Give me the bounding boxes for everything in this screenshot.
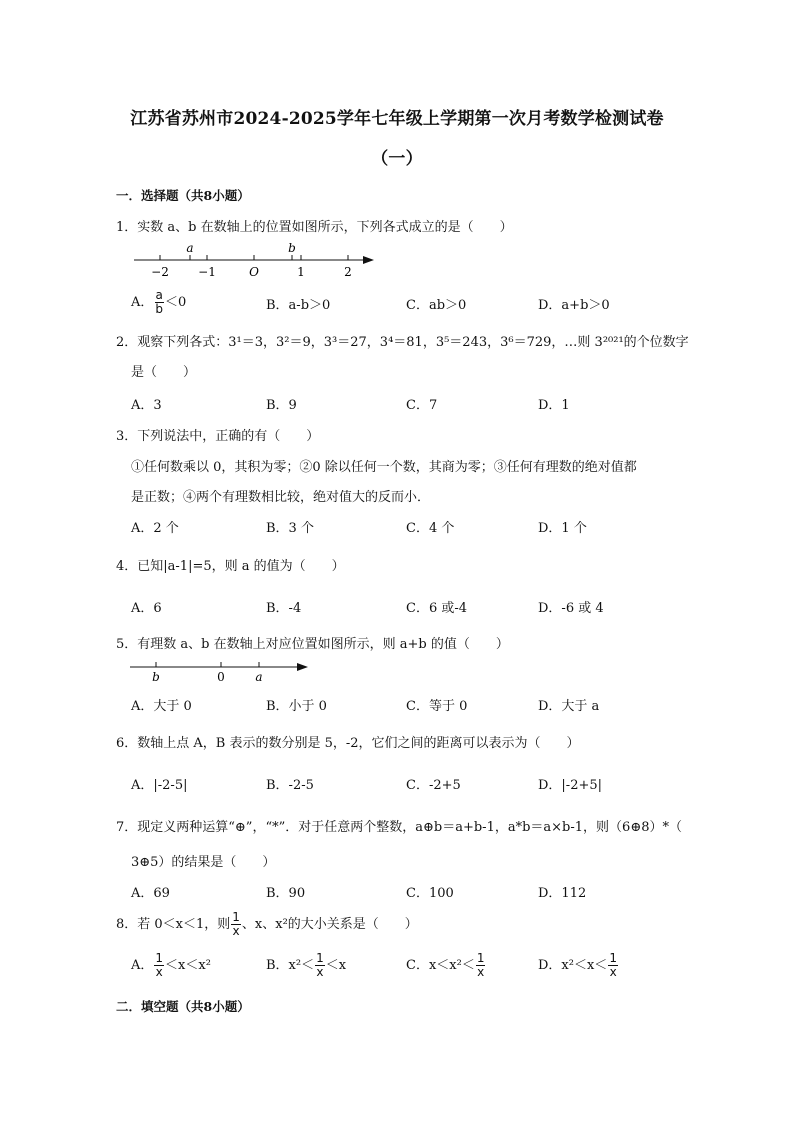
question-3-option-d[interactable]: D．1 个 [538,521,587,536]
q1-axis-label-neg2: −2 [151,265,169,279]
question-5-option-d[interactable]: D．大于 a [538,699,600,714]
question-4-option-d[interactable]: D．-6 或 4 [538,601,604,616]
fraction-denominator: x [609,965,617,979]
fraction-denominator: b [155,302,164,316]
question-2-option-a[interactable]: A．3 [131,398,162,413]
question-6-option-a[interactable]: A．|-2-5| [131,778,188,793]
question-2-option-c[interactable]: C．7 [406,398,438,413]
q1-axis-point-b: b [288,241,296,255]
question-2-stem-continued: 是（ ） [131,365,197,380]
section-heading-choice: 一．选择题（共8小题） [116,188,250,203]
option-b-tail: ＜x [325,958,347,973]
question-5-number-line [128,658,318,684]
question-8-stem [116,911,418,938]
question-6-stem: 6．数轴上点 A，B 表示的数分别是 5，-2，它们之间的距离可以表示为（ ） [116,736,580,751]
question-7-stem: 7．现定义两种运算“⊕”，“*”．对于任意两个整数，a⊕b＝a+b-1，a*b＝a×b-1，则（6⊕8）*（ [116,820,682,835]
section-heading-fill-in: 二．填空题（共8小题） [116,999,250,1014]
question-8-option-c[interactable] [406,952,486,979]
question-4-option-c[interactable]: C．6 或-4 [406,601,468,616]
question-7-option-d[interactable]: D．112 [538,886,587,901]
q5-axis-point-b: b [152,670,160,684]
question-4-stem: 4．已知|a-1|=5，则 a 的值为（ ） [116,559,345,574]
question-4-option-a[interactable]: A．6 [131,601,162,616]
question-6-option-b[interactable]: B．-2-5 [266,778,314,793]
question-3-option-a[interactable]: A．2 个 [131,521,179,536]
question-3-statements-line-1: ①任何数乘以 0，其积为零；②0 除以任何一个数，其商为零；③任何有理数的绝对值都 [131,460,637,475]
question-3-stem: 3．下列说法中，正确的有（ ） [116,429,320,444]
q1-axis-point-a: a [186,241,194,255]
question-5-option-b[interactable]: B．小于 0 [266,699,327,714]
fraction-numerator: 1 [476,951,485,965]
fraction-denominator: x [232,924,240,938]
question-4-option-b[interactable]: B．-4 [266,601,302,616]
question-7-option-c[interactable]: C．100 [406,886,454,901]
option-a-relation: ＜0 [165,295,187,310]
question-2-option-d[interactable]: D．1 [538,398,570,413]
question-5-option-c[interactable]: C．等于 0 [406,699,468,714]
question-6-option-d[interactable]: D．|-2+5| [538,778,603,793]
fraction-numerator: 1 [316,951,324,965]
option-c-prefix: C．x＜x²＜ [406,958,475,973]
q8-stem-suffix: 、x、x²的大小关系是（ ） [241,917,418,932]
option-d-prefix: D．x²＜x＜ [538,958,608,973]
question-1-option-c[interactable]: C．ab＞0 [406,298,467,313]
option-b-prefix: B．x²＜ [266,958,315,973]
question-1-option-b[interactable]: B．a-b＞0 [266,298,331,313]
page-subtitle: （一） [371,149,423,169]
q1-axis-label-origin: O [249,265,259,279]
question-5-option-a[interactable]: A．大于 0 [131,699,192,714]
question-2-option-b[interactable]: B．9 [266,398,297,413]
q8-stem-prefix: 8．若 0＜x＜1，则 [116,917,231,932]
fraction-numerator: 1 [232,910,240,924]
q5-axis-point-a: a [255,670,263,684]
question-8-option-b[interactable] [266,952,346,979]
option-a-prefix: A． [131,958,154,973]
question-3-option-b[interactable]: B．3 个 [266,521,314,536]
question-8-option-d[interactable] [538,952,619,979]
question-8-option-a[interactable] [131,952,211,979]
fraction-numerator: a [155,288,163,302]
fraction-numerator: 1 [155,951,164,965]
question-3-option-c[interactable]: C．4 个 [406,521,455,536]
fraction-denominator: x [155,965,163,979]
question-6-option-c[interactable]: C．-2+5 [406,778,461,793]
q1-axis-label-2: 2 [344,265,352,279]
fraction-denominator: x [316,965,324,979]
fraction-denominator: x [477,965,485,979]
question-7-option-b[interactable]: B．90 [266,886,306,901]
question-1-number-line [130,240,380,282]
question-3-statements-line-2: 是正数；④两个有理数相比较，绝对值大的反而小． [131,490,431,505]
page-title: 江苏省苏州市2024-2025学年七年级上学期第一次月考数学检测试卷 [130,109,664,129]
question-1-option-d[interactable]: D．a+b＞0 [538,298,610,313]
option-a-tail: ＜x＜x² [165,958,211,973]
option-a-prefix: A． [131,295,154,310]
question-1-option-a[interactable] [131,289,186,316]
question-5-stem: 5．有理数 a、b 在数轴上对应位置如图所示，则 a+b 的值（ ） [116,637,509,652]
question-1-stem: 1．实数 a、b 在数轴上的位置如图所示，下列各式成立的是（ ） [116,220,513,235]
question-2-stem: 2．观察下列各式：3¹＝3，3²＝9，3³＝27，3⁴＝81，3⁵＝243，3⁶＝729，…则 3²⁰²¹的个位数字 [116,335,689,350]
fraction-numerator: 1 [609,951,617,965]
q1-axis-label-neg1: −1 [198,265,216,279]
question-7-option-a[interactable]: A．69 [131,886,170,901]
q1-axis-label-1: 1 [297,265,305,279]
q5-axis-zero: 0 [217,670,225,684]
question-7-stem-continued: 3⊕5）的结果是（ ） [131,855,276,870]
